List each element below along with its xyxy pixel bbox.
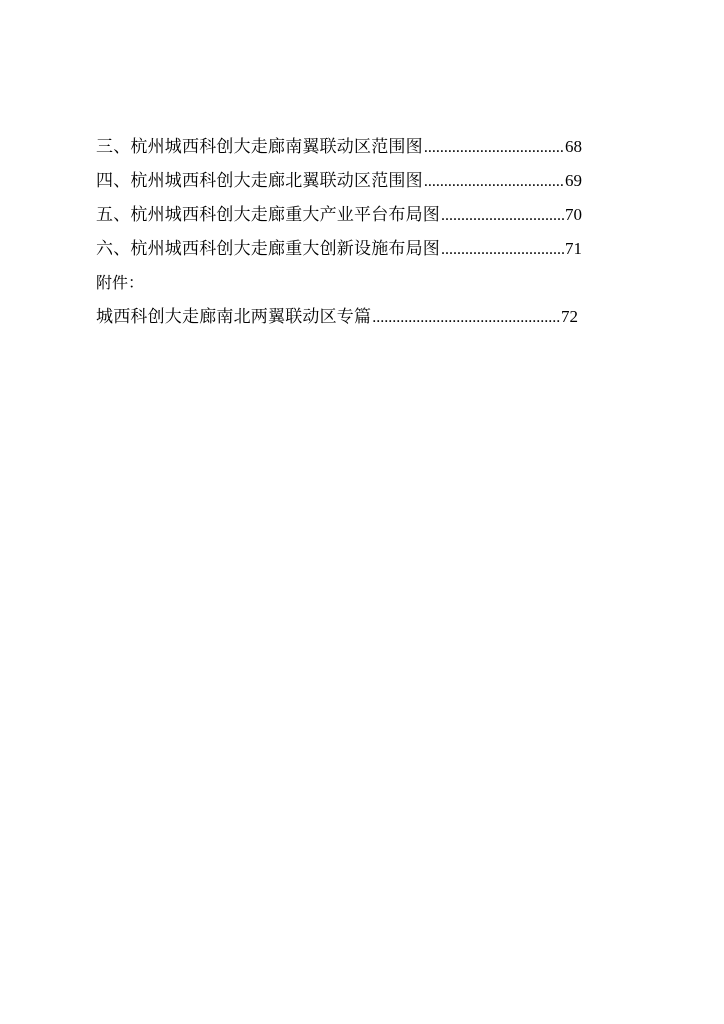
toc-entry-title: 三、杭州城西科创大走廊南翼联动区范围图 [96, 137, 423, 157]
toc-entry[interactable] [96, 204, 582, 226]
toc-entry[interactable] [96, 136, 582, 158]
toc-entry[interactable] [96, 170, 582, 192]
toc-entry-title: 六、杭州城西科创大走廊重大创新设施布局图 [96, 239, 440, 259]
appendix-label: 附件： [96, 273, 145, 292]
toc-entry-page: 71 [565, 239, 582, 258]
toc-dot-leader [441, 205, 564, 227]
toc-entry[interactable] [96, 238, 582, 260]
toc-dot-leader [372, 307, 560, 329]
toc-dot-leader [424, 171, 564, 193]
toc-entry-page: 68 [565, 137, 582, 156]
toc-entry-appendix[interactable] [96, 306, 578, 328]
toc-entry-title: 四、杭州城西科创大走廊北翼联动区范围图 [96, 171, 423, 191]
toc-entry-title: 五、杭州城西科创大走廊重大产业平台布局图 [96, 205, 440, 225]
toc-entry-page: 69 [565, 171, 582, 190]
toc-entry-title: 城西科创大走廊南北两翼联动区专篇 [96, 307, 372, 327]
toc-entry-page: 72 [561, 307, 578, 326]
toc-dot-leader [424, 137, 564, 159]
toc-entry-page: 70 [565, 205, 582, 224]
toc-dot-leader [441, 239, 564, 261]
